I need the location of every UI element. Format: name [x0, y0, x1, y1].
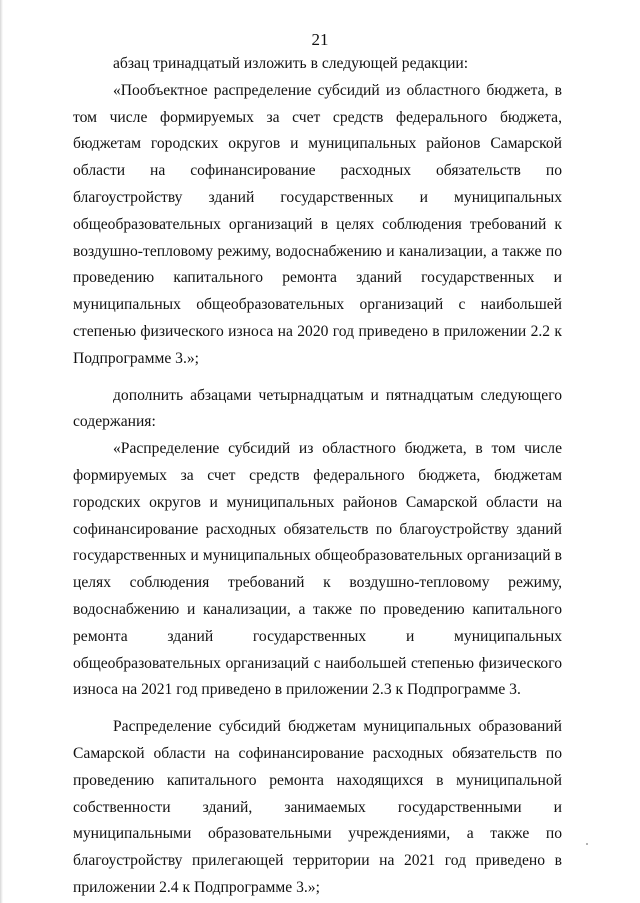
document-body: [73, 51, 562, 902]
paragraph-1: абзац тринадцатый изложить в следующей редакции:: [113, 55, 469, 72]
paragraph-2: «Пообъектное распределение субсидий из областного бюджета, в том числе формируемых за счет средств федерального бюджета, бюджетам городских округов и муниципальных районов Самарской области на софинансирование расходных обязательств по благоустройству зданий государственных и муниципальных общеобразовательных организаций в целях соблюдения требований к воздушно-тепловому режиму, водоснабжению и канализации, а также по проведению капитального ремонта зданий государственных и муниципальных общеобразовательных организаций с наибольшей степенью физического износа на 2020 год приведено в приложении 2.2 к Подпрограмме 3.»;: [73, 81, 562, 367]
paragraph-5: Распределение субсидий бюджетам муниципальных образований Самарской области на софинансирование расходных обязательств по проведению капитального ремонта находящихся в муниципальной собственности зданий, занимаемых государственными и муниципальными образовательными учреждениями, а также по благоустройству прилегающей территории на 2021 год приведено в приложении 2.4 к Подпрограмме 3.»;: [73, 718, 562, 896]
paragraph-4: «Распределение субсидий из областного бюджета, в том числе формируемых за счет средств федерального бюджета, бюджетам городских округов и муниципальных районов Самарской области на софинансирование расходных обязательств по благоустройству зданий государственных и муниципальных общеобразовательных организаций в целях соблюдения требований к воздушно-тепловому режиму, водоснабжению и канализации, а также по проведению капитального ремонта зданий государственных и муниципальных общеобразовательных организаций с наибольшей степенью физического износа на 2021 год приведено в приложении 2.3 к Подпрограмме 3.: [73, 440, 562, 699]
page-number: 21: [311, 30, 329, 49]
scan-edge-shadow: [0, 0, 3, 903]
scan-speck: [586, 843, 588, 845]
paragraph-3: дополнить абзацами четырнадцатым и пятнадцатым следующего содержания:: [73, 386, 562, 431]
